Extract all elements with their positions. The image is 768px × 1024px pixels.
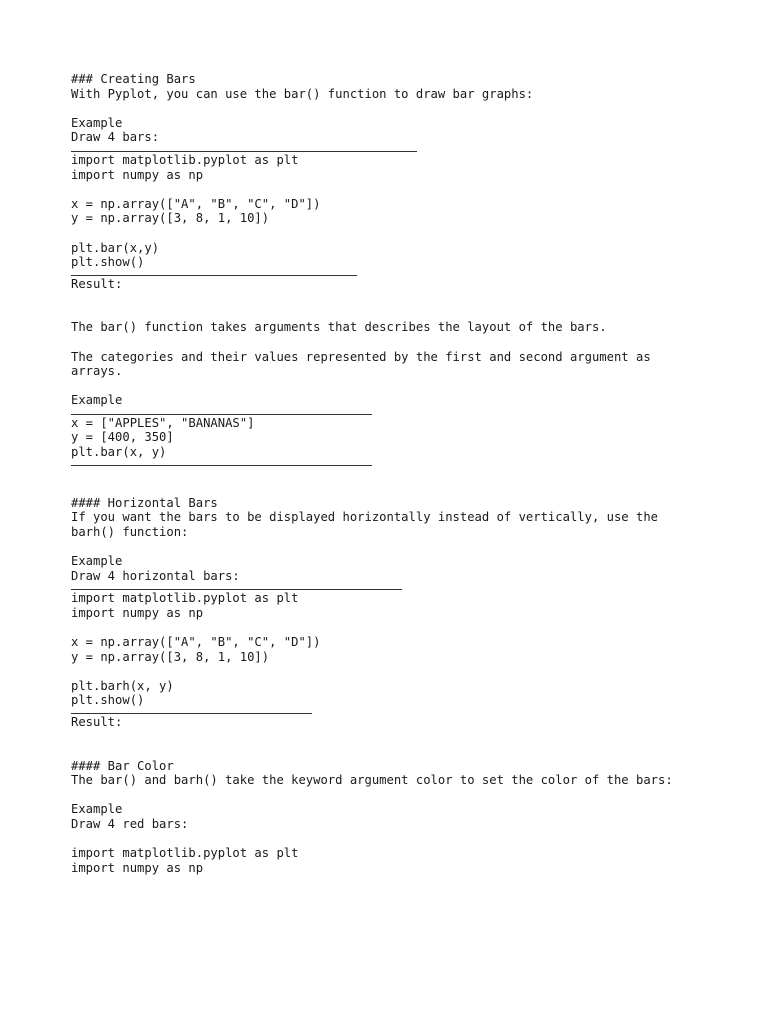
document-page xyxy=(71,72,731,875)
code-block xyxy=(71,153,731,270)
code-top-rule xyxy=(71,589,402,590)
code-line xyxy=(71,620,731,635)
code-line: x = ["APPLES", "BANANAS"] xyxy=(71,415,255,430)
code-line: import numpy as np xyxy=(71,605,204,620)
paragraph: arrays. xyxy=(71,364,123,379)
intro-text: With Pyplot, you can use the bar() function to draw bar graphs: xyxy=(71,86,534,101)
code-block xyxy=(71,591,731,708)
code-top-rule xyxy=(71,151,417,152)
code-block xyxy=(71,846,731,875)
example-label: Example xyxy=(71,115,123,130)
code-line: import numpy as np xyxy=(71,167,204,182)
example-label: Example xyxy=(71,554,123,569)
code-line: x = np.array(["A", "B", "C", "D"]) xyxy=(71,635,321,649)
code-top-rule xyxy=(71,414,372,415)
code-line: y = [400, 350] xyxy=(71,430,174,445)
example-label: Example xyxy=(71,393,123,408)
example-description: Draw 4 red bars: xyxy=(71,816,189,831)
paragraph: The bar() function takes arguments that describes the layout of the bars. xyxy=(71,320,607,335)
code-line: plt.bar(x,y) xyxy=(71,240,160,255)
code-bottom-rule xyxy=(71,465,372,466)
code-line xyxy=(71,226,731,241)
code-line: import numpy as np xyxy=(71,860,204,875)
code-line: import matplotlib.pyplot as plt xyxy=(71,846,299,861)
section-heading-bar-color: #### Bar Color xyxy=(71,758,174,773)
code-bottom-rule xyxy=(71,713,312,714)
result-label: Result: xyxy=(71,714,123,729)
code-block xyxy=(71,416,731,460)
intro-text: If you want the bars to be displayed horizontally instead of vertically, use the xyxy=(71,510,658,525)
code-line: plt.barh(x, y) xyxy=(71,678,174,693)
code-line: y = np.array([3, 8, 1, 10]) xyxy=(71,649,270,664)
section-heading-horizontal-bars: #### Horizontal Bars xyxy=(71,495,218,510)
code-line: import matplotlib.pyplot as plt xyxy=(71,591,299,606)
example-description: Draw 4 bars: xyxy=(71,130,160,145)
code-line: plt.bar(x, y) xyxy=(71,445,167,460)
result-label: Result: xyxy=(71,276,123,291)
code-line: import matplotlib.pyplot as plt xyxy=(71,152,299,167)
example-label: Example xyxy=(71,802,123,817)
example-description: Draw 4 horizontal bars: xyxy=(71,568,240,583)
code-line: plt.show() xyxy=(71,255,145,270)
code-line: y = np.array([3, 8, 1, 10]) xyxy=(71,211,270,226)
intro-text: The bar() and barh() take the keyword argument color to set the color of the bars: xyxy=(71,773,673,788)
section-heading-creating-bars: ### Creating Bars xyxy=(71,72,196,86)
code-line xyxy=(71,182,731,197)
intro-text: barh() function: xyxy=(71,524,189,539)
code-bottom-rule xyxy=(71,275,357,276)
code-line xyxy=(71,664,731,679)
code-line: x = np.array(["A", "B", "C", "D"]) xyxy=(71,196,321,211)
code-line: plt.show() xyxy=(71,693,145,708)
paragraph: The categories and their values represented by the first and second argument as xyxy=(71,349,651,364)
